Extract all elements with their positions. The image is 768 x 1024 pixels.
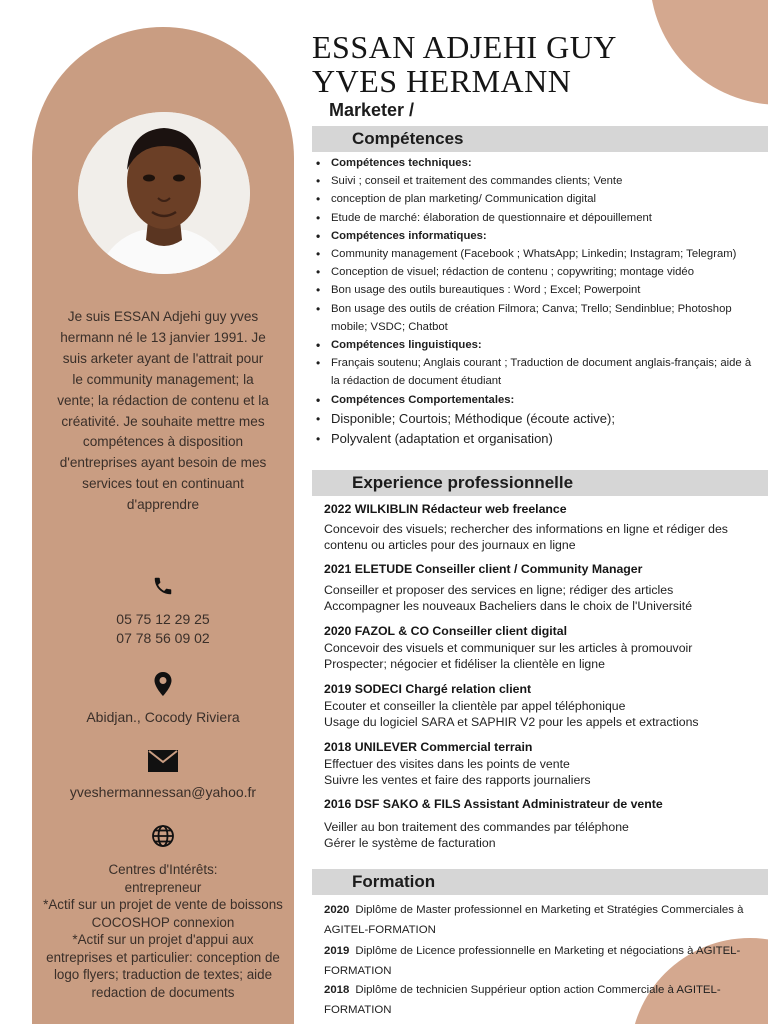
education-year: 2019 bbox=[324, 945, 350, 957]
phone-icon bbox=[32, 575, 294, 602]
interests-title: Centres d'Intérêts: bbox=[108, 862, 218, 877]
experience-description: Suivre les ventes et faire des rapports journaliers bbox=[324, 773, 591, 788]
education-text: Diplôme de technicien Suppérieur option action Commerciale à AGITEL-FORMATION bbox=[324, 984, 721, 1016]
name-line-2: YVES HERMANN bbox=[312, 63, 572, 99]
about-text: Je suis ESSAN Adjehi guy yves hermann né le 13 janvier 1991. Je suis arketer ayant de l'attrait pour le community management; la vente; la rédaction de contenu et la créativité. Je souhaite mettre mes compétences à disposition d'entreprises ayant besoin de mes services tout en continuant d'apprendre bbox=[57, 309, 269, 513]
education-text: Diplôme de Master professionnel en Marketing et Stratégies Commerciales à AGITEL-FORMATION bbox=[324, 904, 744, 936]
address-text: Abidjan., Cocody Riviera bbox=[86, 709, 240, 725]
experience-title: 2016 DSF SAKO & FILS Assistant Administrateur de vente bbox=[324, 797, 663, 811]
name-line-1: ESSAN ADJEHI GUY bbox=[312, 29, 617, 65]
skill-item: • Bon usage des outils bureautiques : Word ; Excel; Powerpoint bbox=[313, 281, 763, 299]
profile-photo bbox=[78, 112, 250, 274]
skill-item: • conception de plan marketing/ Communication digital bbox=[313, 190, 763, 208]
interest-item: *Actif sur un projet de vente de boissons COCOSHOP connexion bbox=[43, 897, 283, 930]
skills-category: • Compétences techniques: bbox=[313, 154, 763, 172]
interest-item: *Actif sur un projet d'appui aux entreprises et particulier: conception de logo flyers; traduction de textes; aide redaction de documents bbox=[46, 932, 280, 1000]
location-pin-icon bbox=[32, 672, 294, 701]
skill-item: • Disponible; Courtois; Méthodique (écoute active); bbox=[313, 409, 763, 430]
experience-title: 2019 SODECI Chargé relation client bbox=[324, 682, 532, 696]
skill-item: • Etude de marché: élaboration de questionnaire et dépouillement bbox=[313, 209, 763, 227]
experience-item bbox=[324, 739, 764, 789]
portrait-illustration bbox=[78, 112, 250, 274]
section-title: Compétences bbox=[352, 129, 464, 148]
skill-item: • Polyvalent (adaptation et organisation) bbox=[313, 429, 763, 450]
education-text: Diplôme de Licence professionnelle en Marketing et négociations à AGITEL-FORMATION bbox=[324, 945, 741, 977]
experience-title: 2018 UNILEVER Commercial terrain bbox=[324, 740, 533, 754]
skills-category: • Compétences Comportementales: bbox=[313, 391, 763, 409]
section-title: Formation bbox=[352, 872, 436, 891]
experience-item bbox=[324, 623, 764, 673]
full-name bbox=[312, 30, 662, 98]
experience-title: 2021 ELETUDE Conseiller client / Community Manager bbox=[324, 562, 643, 576]
skill-item: • Français soutenu; Anglais courant ; Traduction de document anglais-français; aide à la rédaction de document étudiant bbox=[313, 354, 763, 390]
experience-description: Ecouter et conseiller la clientèle par appel téléphonique bbox=[324, 699, 626, 713]
decorative-circle-top bbox=[650, 0, 768, 105]
section-header-skills bbox=[312, 126, 768, 152]
experience-title: 2022 WILKIBLIN Rédacteur web freelance bbox=[324, 502, 567, 516]
education-item bbox=[324, 981, 754, 1020]
experience-description: Effectuer des visites dans les points de vente bbox=[324, 757, 570, 771]
skills-category: • Compétences informatiques: bbox=[313, 227, 763, 245]
experience-description: Prospecter; négocier et fidéliser la clientèle en ligne bbox=[324, 657, 605, 672]
skill-item: • Community management (Facebook ; WhatsApp; Linkedin; Instagram; Telegram) bbox=[313, 245, 763, 263]
education-item bbox=[324, 901, 754, 940]
experience-description: Accompagner les nouveaux Bacheliers dans le choix de l'Université bbox=[324, 599, 693, 614]
interests-block bbox=[42, 861, 284, 1001]
skill-item: • Conception de visuel; rédaction de contenu ; copywriting; montage vidéo bbox=[313, 263, 763, 281]
experience-description: Conseiller et proposer des services en ligne; rédiger des articles bbox=[324, 583, 674, 597]
experience-description: Concevoir des visuels et communiquer sur les articles à promouvoir bbox=[324, 641, 693, 655]
experience-description: Veiller au bon traitement des commandes par téléphone bbox=[324, 820, 629, 834]
phone-number-2: 07 78 56 09 02 bbox=[116, 630, 210, 646]
section-title: Experience professionnelle bbox=[352, 473, 574, 492]
envelope-icon bbox=[32, 750, 294, 777]
experience-description: Gérer le système de facturation bbox=[324, 836, 496, 851]
education-year: 2018 bbox=[324, 984, 350, 996]
skill-item: • Suivi ; conseil et traitement des commandes clients; Vente bbox=[313, 172, 763, 190]
experience-description: Usage du logiciel SARA et SAPHIR V2 pour les appels et extractions bbox=[324, 715, 699, 730]
globe-icon bbox=[32, 824, 294, 853]
experience-item bbox=[324, 501, 764, 554]
phone-number-1: 05 75 12 29 25 bbox=[116, 611, 210, 627]
experience-item bbox=[324, 681, 764, 731]
skills-category: • Compétences linguistiques: bbox=[313, 336, 763, 354]
section-header-education bbox=[312, 869, 768, 895]
email-link[interactable]: yveshermannessan@yahoo.fr bbox=[69, 784, 257, 800]
job-title: Marketer / bbox=[329, 100, 415, 120]
section-header-experience bbox=[312, 470, 768, 496]
experience-description: Concevoir des visuels; rechercher des informations en ligne et rédiger des contenu ou articles pour des journaux en ligne bbox=[324, 522, 728, 553]
experience-item bbox=[324, 796, 764, 852]
sidebar bbox=[32, 27, 294, 1024]
experience-title: 2020 FAZOL & CO Conseiller client digital bbox=[324, 624, 568, 638]
education-year: 2020 bbox=[324, 904, 350, 916]
interest-item: entrepreneur bbox=[124, 879, 202, 895]
education-item bbox=[324, 942, 754, 981]
experience-item bbox=[324, 561, 764, 615]
skills-list bbox=[313, 154, 763, 450]
skill-item: • Bon usage des outils de création Filmora; Canva; Trello; Sendinblue; Photoshop mobile; VSDC; Chatbot bbox=[313, 300, 763, 336]
